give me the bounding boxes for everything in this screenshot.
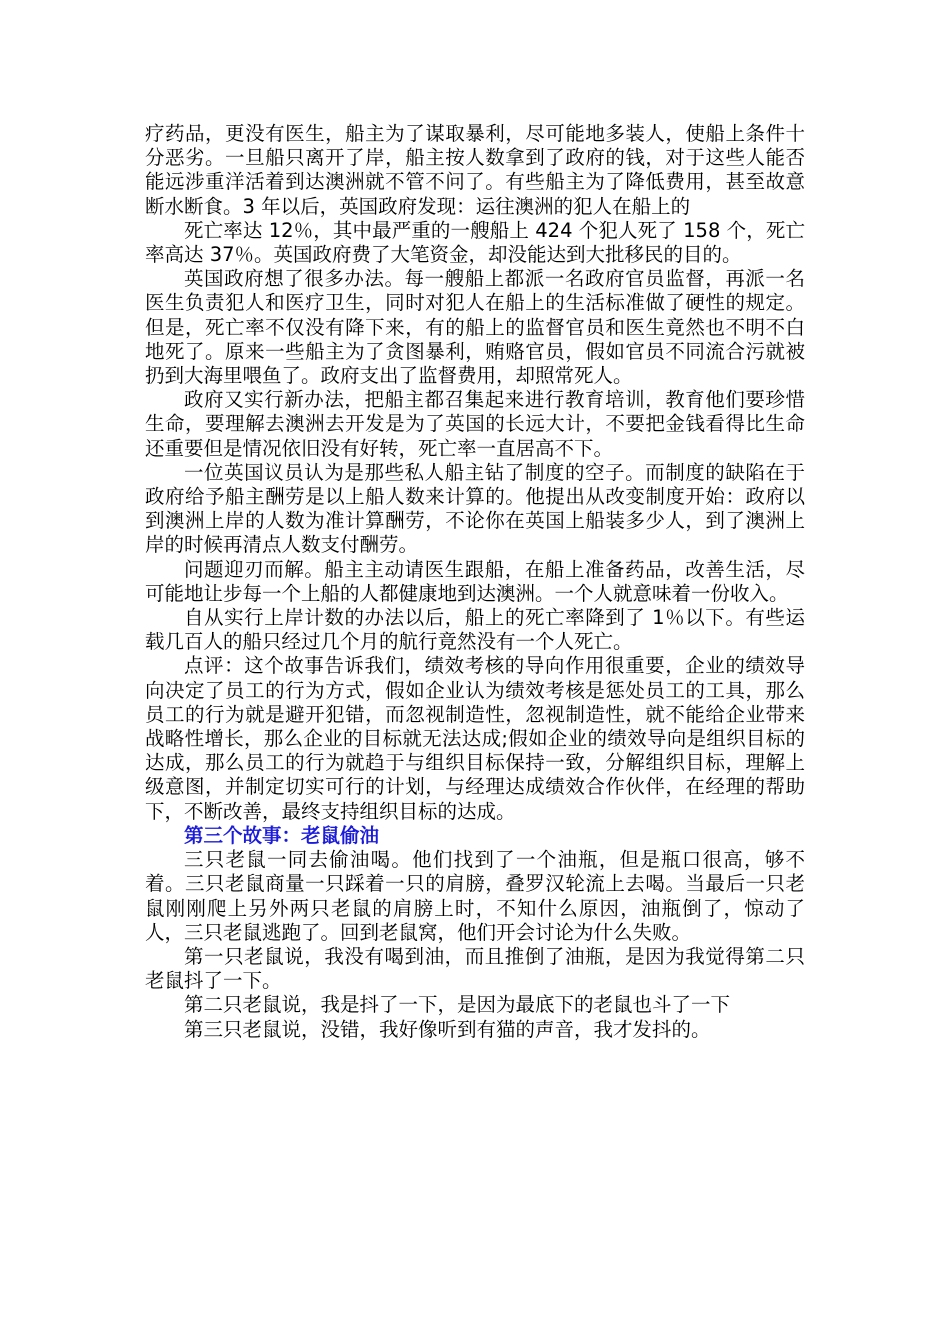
paragraph-6: 问题迎刃而解。船主主动请医生跟船，在船上准备药品，改善生活，尽可能地让步每一个上船的人都健康地到达澳洲。一个人就意味着一份收入。 <box>145 557 805 605</box>
commentary-paragraph: 点评：这个故事告诉我们，绩效考核的导向作用很重要，企业的绩效导向决定了员工的行为方式，假如企业认为绩效考核是惩处员工的工具，那么员工的行为就是避开犯错，而忽视制造性，忽视制造性，就不能给企业带来战略性增长，那么企业的目标就无法达成;假如企业的绩效导向是组织目标的达成，那么员工的行为就趋于与组织目标保持一致，分解组织目标，理解上级意图，并制定切实可行的计划，与经理达成绩效合作伙伴，在经理的帮助下，不断改善，最终支持组织目标的达成。 <box>145 654 805 823</box>
paragraph-5: 一位英国议员认为是那些私人船主钻了制度的空子。而制度的缺陷在于政府给予船主酬劳是以上船人数来计算的。他提出从改变制度开始：政府以到澳洲上岸的人数为准计算酬劳，不论你在英国上船装多少人，到了澳洲上岸的时候再清点人数支付酬劳。 <box>145 460 805 557</box>
story3-paragraph-1: 三只老鼠一同去偷油喝。他们找到了一个油瓶，但是瓶口很高，够不着。三只老鼠商量一只踩着一只的肩膀，叠罗汉轮流上去喝。当最后一只老鼠刚刚爬上另外两只老鼠的肩膀上时，不知什么原因，油瓶倒了，惊动了人，三只老鼠逃跑了。回到老鼠窝，他们开会讨论为什么失败。 <box>145 848 805 944</box>
section-heading-story3: 第三个故事：老鼠偷油 <box>184 823 380 847</box>
story3-paragraph-3: 第二只老鼠说，我是抖了一下，是因为最底下的老鼠也斗了一下 <box>184 993 731 1017</box>
paragraph-1: 疗药品，更没有医生，船主为了谋取暴利，尽可能地多装人，使船上条件十分恶劣。一旦船只离开了岸，船主按人数拿到了政府的钱，对于这些人能否能远涉重洋活着到达澳洲就不管不问了。有些船主为了降低费用，甚至故意断水断食。3 年以后，英国政府发现：运往澳洲的犯人在船上的 <box>145 122 805 218</box>
paragraph-4: 政府又实行新办法，把船主都召集起来进行教育培训，教育他们要珍惜生命，要理解去澳洲去开发是为了英国的长远大计，不要把金钱看得比生命还重要但是情况依旧没有好转，死亡率一直居高不下。 <box>145 388 805 460</box>
paragraph-2: 死亡率达 12％，其中最严重的一艘船上 424 个犯人死了 158 个，死亡率高达 37％。英国政府费了大笔资金，却没能达到大批移民的目的。 <box>145 218 805 267</box>
paragraph-7: 自从实行上岸计数的办法以后，船上的死亡率降到了 1％以下。有些运载几百人的船只经过几个月的航行竟然没有一个人死亡。 <box>145 606 805 654</box>
document-body <box>145 122 805 1042</box>
paragraph-3: 英国政府想了很多办法。每一艘船上都派一名政府官员监督，再派一名医生负责犯人和医疗卫生，同时对犯人在船上的生活标准做了硬性的规定。但是，死亡率不仅没有降下来，有的船上的监督官员和医生竟然也不明不白地死了。原来一些船主为了贪图暴利，贿赂官员，假如官员不同流合污就被扔到大海里喂鱼了。政府支出了监督费用，却照常死人。 <box>145 267 805 388</box>
story3-paragraph-4: 第三只老鼠说，没错，我好像听到有猫的声音，我才发抖的。 <box>184 1017 711 1041</box>
story3-paragraph-2: 第一只老鼠说，我没有喝到油，而且推倒了油瓶，是因为我觉得第二只老鼠抖了一下。 <box>145 944 805 993</box>
